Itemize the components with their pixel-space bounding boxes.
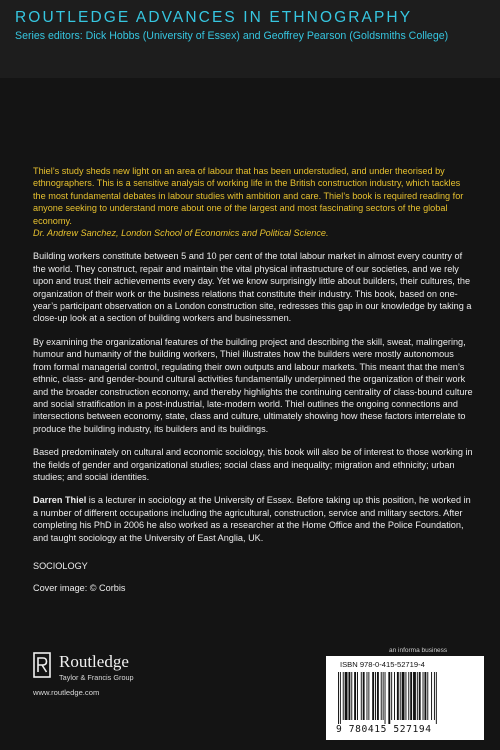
barcode-bar bbox=[388, 672, 390, 724]
publisher-logo bbox=[33, 652, 173, 700]
barcode-bar bbox=[405, 672, 406, 720]
barcode-bar bbox=[431, 672, 432, 720]
barcode-bar bbox=[397, 672, 399, 720]
barcode-bar bbox=[377, 672, 379, 720]
barcode-bar bbox=[372, 672, 374, 720]
author-bio-text: is a lecturer in sociology at the University of Essex. Before taking up this position, he worked in a number of different occupations including the agricultural, construction, service and military sectors. After completing his PhD in 2006 he also worked as a researcher at the Home Office and the Police Foundation, and taught sociology at the University of East Anglia, UK. bbox=[33, 495, 471, 543]
quote-text: Thiel’s study sheds new light on an area of labour that has been understudied, and under theorised by ethnographers. This is a sensitive analysis of working life in the British construction industry, which tackles the most fundamental debates in labour studies with ambition and care. Thiel’s book is required reading for anyone seeking to understand more about one of the largest and most fascinating sectors of the global economy. bbox=[33, 166, 464, 226]
barcode-bar bbox=[375, 672, 376, 720]
barcode-bar bbox=[351, 672, 352, 720]
author-bio bbox=[33, 494, 473, 544]
author-name: Darren Thiel bbox=[33, 495, 87, 506]
informa-tagline: an informa business bbox=[389, 647, 448, 654]
barcode-bar bbox=[417, 672, 418, 720]
publisher-url: www.routledge.com bbox=[33, 688, 100, 697]
barcode-bar bbox=[424, 672, 426, 720]
barcode-bar bbox=[363, 672, 365, 720]
barcode-bar bbox=[345, 672, 348, 720]
isbn-number: ISBN 978-0-415-52719-4 bbox=[340, 660, 425, 669]
barcode-bar bbox=[361, 672, 362, 720]
ean-digits: 9 780415 527194 bbox=[336, 724, 432, 735]
barcode-bar bbox=[427, 672, 428, 720]
barcode-bar bbox=[413, 672, 416, 720]
quote-attribution: Dr. Andrew Sanchez, London School of Economics and Political Science. bbox=[33, 228, 329, 239]
barcode-bar bbox=[408, 672, 409, 720]
publisher-name: Routledge bbox=[59, 652, 129, 671]
description-paragraph-3: Based predominately on cultural and economic sociology, this book will also be of interest to those working in the fields of gender and organizational studies; social class and inequality; migration and ethnicity; urban studies; and social identities. bbox=[33, 447, 473, 482]
description-paragraph-2: By examining the organizational features of the building project and describing the skill, sweat, malingering, humour and humanity of the building workers, Thiel illustrates how the builders were mostly autonomous from formal managerial control, regulating their own outputs and labour markets. This meant that the men’s ethnic, class- and gender-bound cultural activities fundamentally underpinned the organization of their work and the broader construction economy, and thereby highlights the continuing centrality of class-bound culture and social stratification in a post-industrial, late-modern world. Thiel outlines the ongoing connections and intersections between economy, state, class and culture, ultimately showing how these factors interrelate to produce the building industry, its builders and its buildings. bbox=[33, 336, 473, 434]
routledge-mark-icon bbox=[33, 652, 51, 678]
publisher-group: Taylor & Francis Group bbox=[59, 673, 134, 682]
barcode-bar bbox=[338, 672, 339, 724]
barcode-bar bbox=[383, 672, 384, 720]
series-title: ROUTLEDGE ADVANCES IN ETHNOGRAPHY bbox=[15, 9, 413, 26]
barcode-bar bbox=[423, 672, 424, 720]
barcode-bar bbox=[436, 672, 437, 724]
barcode-bar bbox=[354, 672, 356, 720]
barcode-bar bbox=[419, 672, 421, 720]
cover-image-credit: Cover image: © Corbis bbox=[33, 583, 126, 594]
barcode-bar bbox=[400, 672, 401, 720]
barcode-bar bbox=[340, 672, 341, 724]
back-cover-text bbox=[33, 165, 473, 595]
barcode-bar bbox=[348, 672, 350, 720]
barcode-icon bbox=[336, 672, 474, 724]
barcode-bar bbox=[357, 672, 358, 720]
barcode-bar bbox=[394, 672, 395, 720]
barcode-bar bbox=[343, 672, 344, 720]
barcode-bar bbox=[385, 672, 386, 724]
barcode-bar bbox=[434, 672, 435, 720]
barcode-bar bbox=[410, 672, 412, 720]
series-header bbox=[0, 0, 500, 78]
barcode-bar bbox=[402, 672, 405, 720]
isbn-barcode bbox=[326, 656, 484, 740]
barcode-bar bbox=[381, 672, 382, 720]
endorsement-quote bbox=[33, 165, 473, 239]
barcode-bar bbox=[367, 672, 368, 720]
barcode-bar bbox=[391, 672, 392, 720]
barcode-bar bbox=[368, 672, 369, 720]
series-editors: Series editors: Dick Hobbs (University of Essex) and Geoffrey Pearson (Goldsmiths College) bbox=[15, 30, 449, 42]
description-paragraph-1: Building workers constitute between 5 and 10 per cent of the total labour market in almost every country of the world. They construct, repair and maintain the vital physical infrastructure of our societies, and we rely upon and trust their achievements every day. Yet we know surprisingly little about builders, their cultures, the organization of their work or the business relations that constitute their industry. This book, based on one-year’s participant observation on a London construction site, redresses this gap in our knowledge by taking a close-up look at a section of building workers and businessmen. bbox=[33, 251, 472, 324]
subject-category: SOCIOLOGY bbox=[33, 560, 88, 571]
